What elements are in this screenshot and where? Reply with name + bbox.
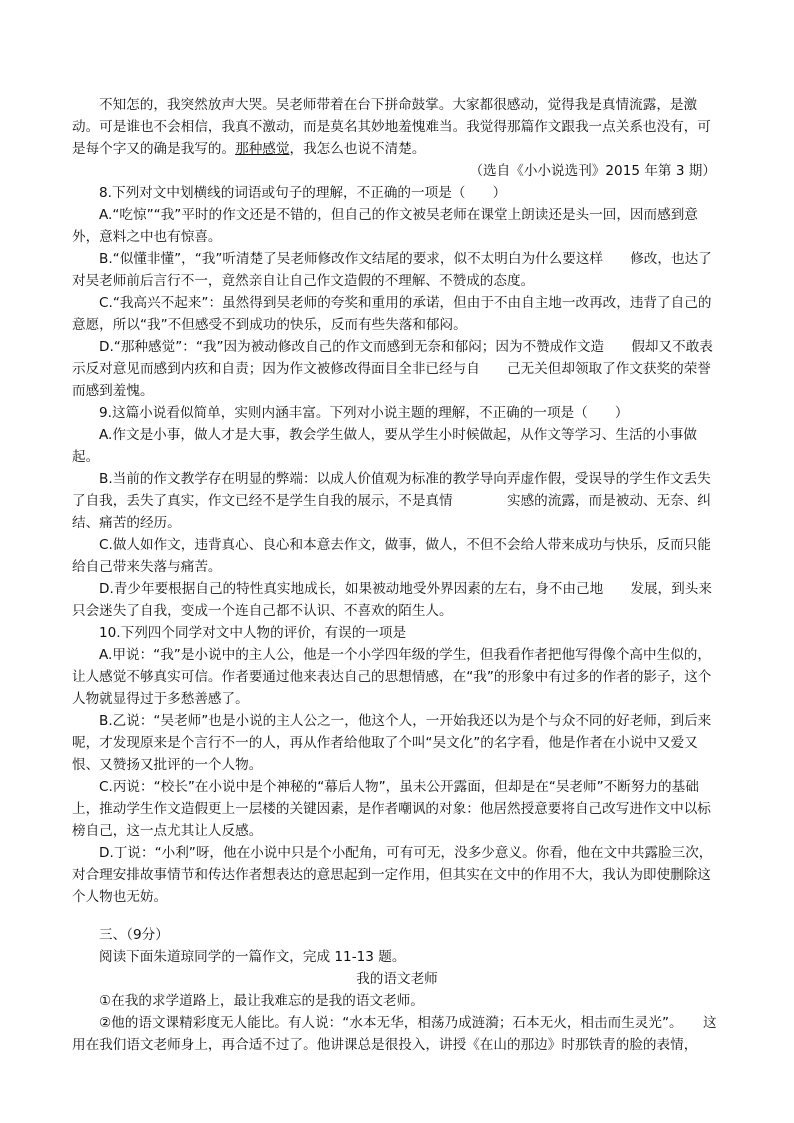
question-8-option-c: C.“我高兴不起来”：虽然得到吴老师的夸奖和重用的承诺，但由于不由自主地一改再改，违背了自己的意愿，所以“我”不但感受不到成功的快乐，反而有些失落和郁闷。 — [72, 295, 712, 333]
passage-text: 不知怎的，我突然放声大哭。吴老师带着在台下拼命鼓掌。大家都很感动，觉得我是真情流露，是激动。可是谁也不会相信，我真不激动，而是莫名其妙地羞愧难当。我觉得那篇作文跟我一点关系也没有，可是每个字又的确是我写的。 — [72, 97, 711, 157]
question-10-option-d: D.丁说：“小利”呀，他在小说中只是个小配角，可有可无，没多少意义。你看，他在文中共露脸三次，对合理安排故事情节和传达作者想表达的意思起到一定作用，但其实在文中的作用不大，我认为即使删除这个人物也无妨。 — [72, 845, 713, 905]
question-10-option-c: C.丙说：“校长”在小说中是个神秘的“幕后人物”，虽未公开露面，但却是在“吴老师”不断努力的基础上，推动学生作文造假更上一层楼的关键因素，是作者嘲讽的对象：他居然授意要将自己改写进作文中以标榜自己，这一点尤其让人反感。 — [72, 779, 711, 839]
section-3-instruction: 阅读下面朱道琼同学的一篇作文，完成 11-13 题。 — [99, 949, 406, 965]
underlined-phrase: 那种感觉 — [235, 141, 290, 157]
question-9-option-a: A.作文是小事，做人才是大事，教会学生做人，要从学生小时候做起，从作文等学习、生活的小事做起。 — [72, 427, 697, 465]
question-8-stem: 8.下列对文中划横线的词语或句子的理解，不正确的一项是（ ） — [99, 185, 507, 201]
essay-paragraph-2: ②他的语文课精彩度无人能比。有人说：“水本无华，相荡乃成涟漪；石本无火，相击而生灵光”。 这用在我们语文老师身上，再合适不过了。他讲课总是很投入，讲授《在山的那边》时那铁青的脸的表情， — [72, 1015, 717, 1053]
question-10-option-a: A.甲说：“我”是小说中的主人公，他是一个小学四年级的学生，但我看作者把他写得像个高中生似的，让人感觉不够真实可信。作者要通过他来表达自己的思想情感，在“我”的形象中有过多的作者的影子，这个人物就显得过于多愁善感了。 — [72, 647, 712, 707]
passage-paragraph — [72, 94, 722, 160]
source-citation: （选自《小小说选刊》2015 年第 3 期） — [469, 163, 716, 179]
essay-title: 我的语文老师 — [356, 971, 438, 987]
question-9-option-c: C.做人如作文，违背真心、良心和本意去作文，做事，做人，不但不会给人带来成功与快乐，反而只能给自己带来失落与痛苦。 — [72, 537, 711, 575]
question-10-stem: 10.下列四个同学对文中人物的评价，有误的一项是 — [99, 625, 407, 641]
question-9-stem: 9.这篇小说看似简单，实则内涵丰富。下列对小说主题的理解，不正确的一项是（ ） — [99, 405, 629, 421]
passage-text-end: ，我怎么也说不清楚。 — [289, 141, 426, 157]
section-3-heading: 三、（9分） — [99, 927, 169, 943]
question-8-option-b: B.“似懂非懂”，“我”听清楚了吴老师修改作文结尾的要求，似不太明白为什么要这样 修改，也达了对吴老师前后言行不一，竟然亲自让自己作文造假的不理解、不赞成的态度。 — [72, 251, 712, 289]
essay-paragraph-1: ①在我的求学道路上，最让我难忘的是我的语文老师。 — [99, 993, 424, 1009]
question-8-option-d: D.“那种感觉”：“我”因为被动修改自己的作文而感到无奈和郁闷；因为不赞成作文造 假却又不敢表示反对意见而感到内疚和自责；因为作文被修改得面目全非已经与自 己无关但却领取了作文获奖的荣誉而感到羞愧。 — [72, 339, 713, 399]
question-9-option-b: B.当前的作文教学存在明显的弊端：以成人价值观为标准的教学导向弄虚作假，受误导的学生作文丢失了自我，丢失了真实，作文已经不是学生自我的展示，不是真情 实感的流露，而是被动、无奈、纠结、痛苦的经历。 — [72, 471, 711, 531]
question-9-option-d: D.青少年要根据自己的特性真实地成长，如果被动地受外界因素的左右，身不由己地 发展，到头来只会迷失了自我，变成一个连自己都不认识、不喜欢的陌生人。 — [72, 581, 712, 619]
question-10-option-b: B.乙说：“吴老师”也是小说的主人公之一，他这个人，一开始我还以为是个与众不同的好老师，到后来呢，才发现原来是个言行不一的人，再从作者给他取了个叫“吴文化”的名字看，他是作者在小说中又爱又恨、又赞扬又批评的一个人物。 — [72, 713, 712, 773]
question-8-option-a: A.“吃惊”“我”平时的作文还是不错的，但自己的作文被吴老师在课堂上朗读还是头一回，因而感到意外，意料之中也有惊喜。 — [72, 207, 698, 245]
